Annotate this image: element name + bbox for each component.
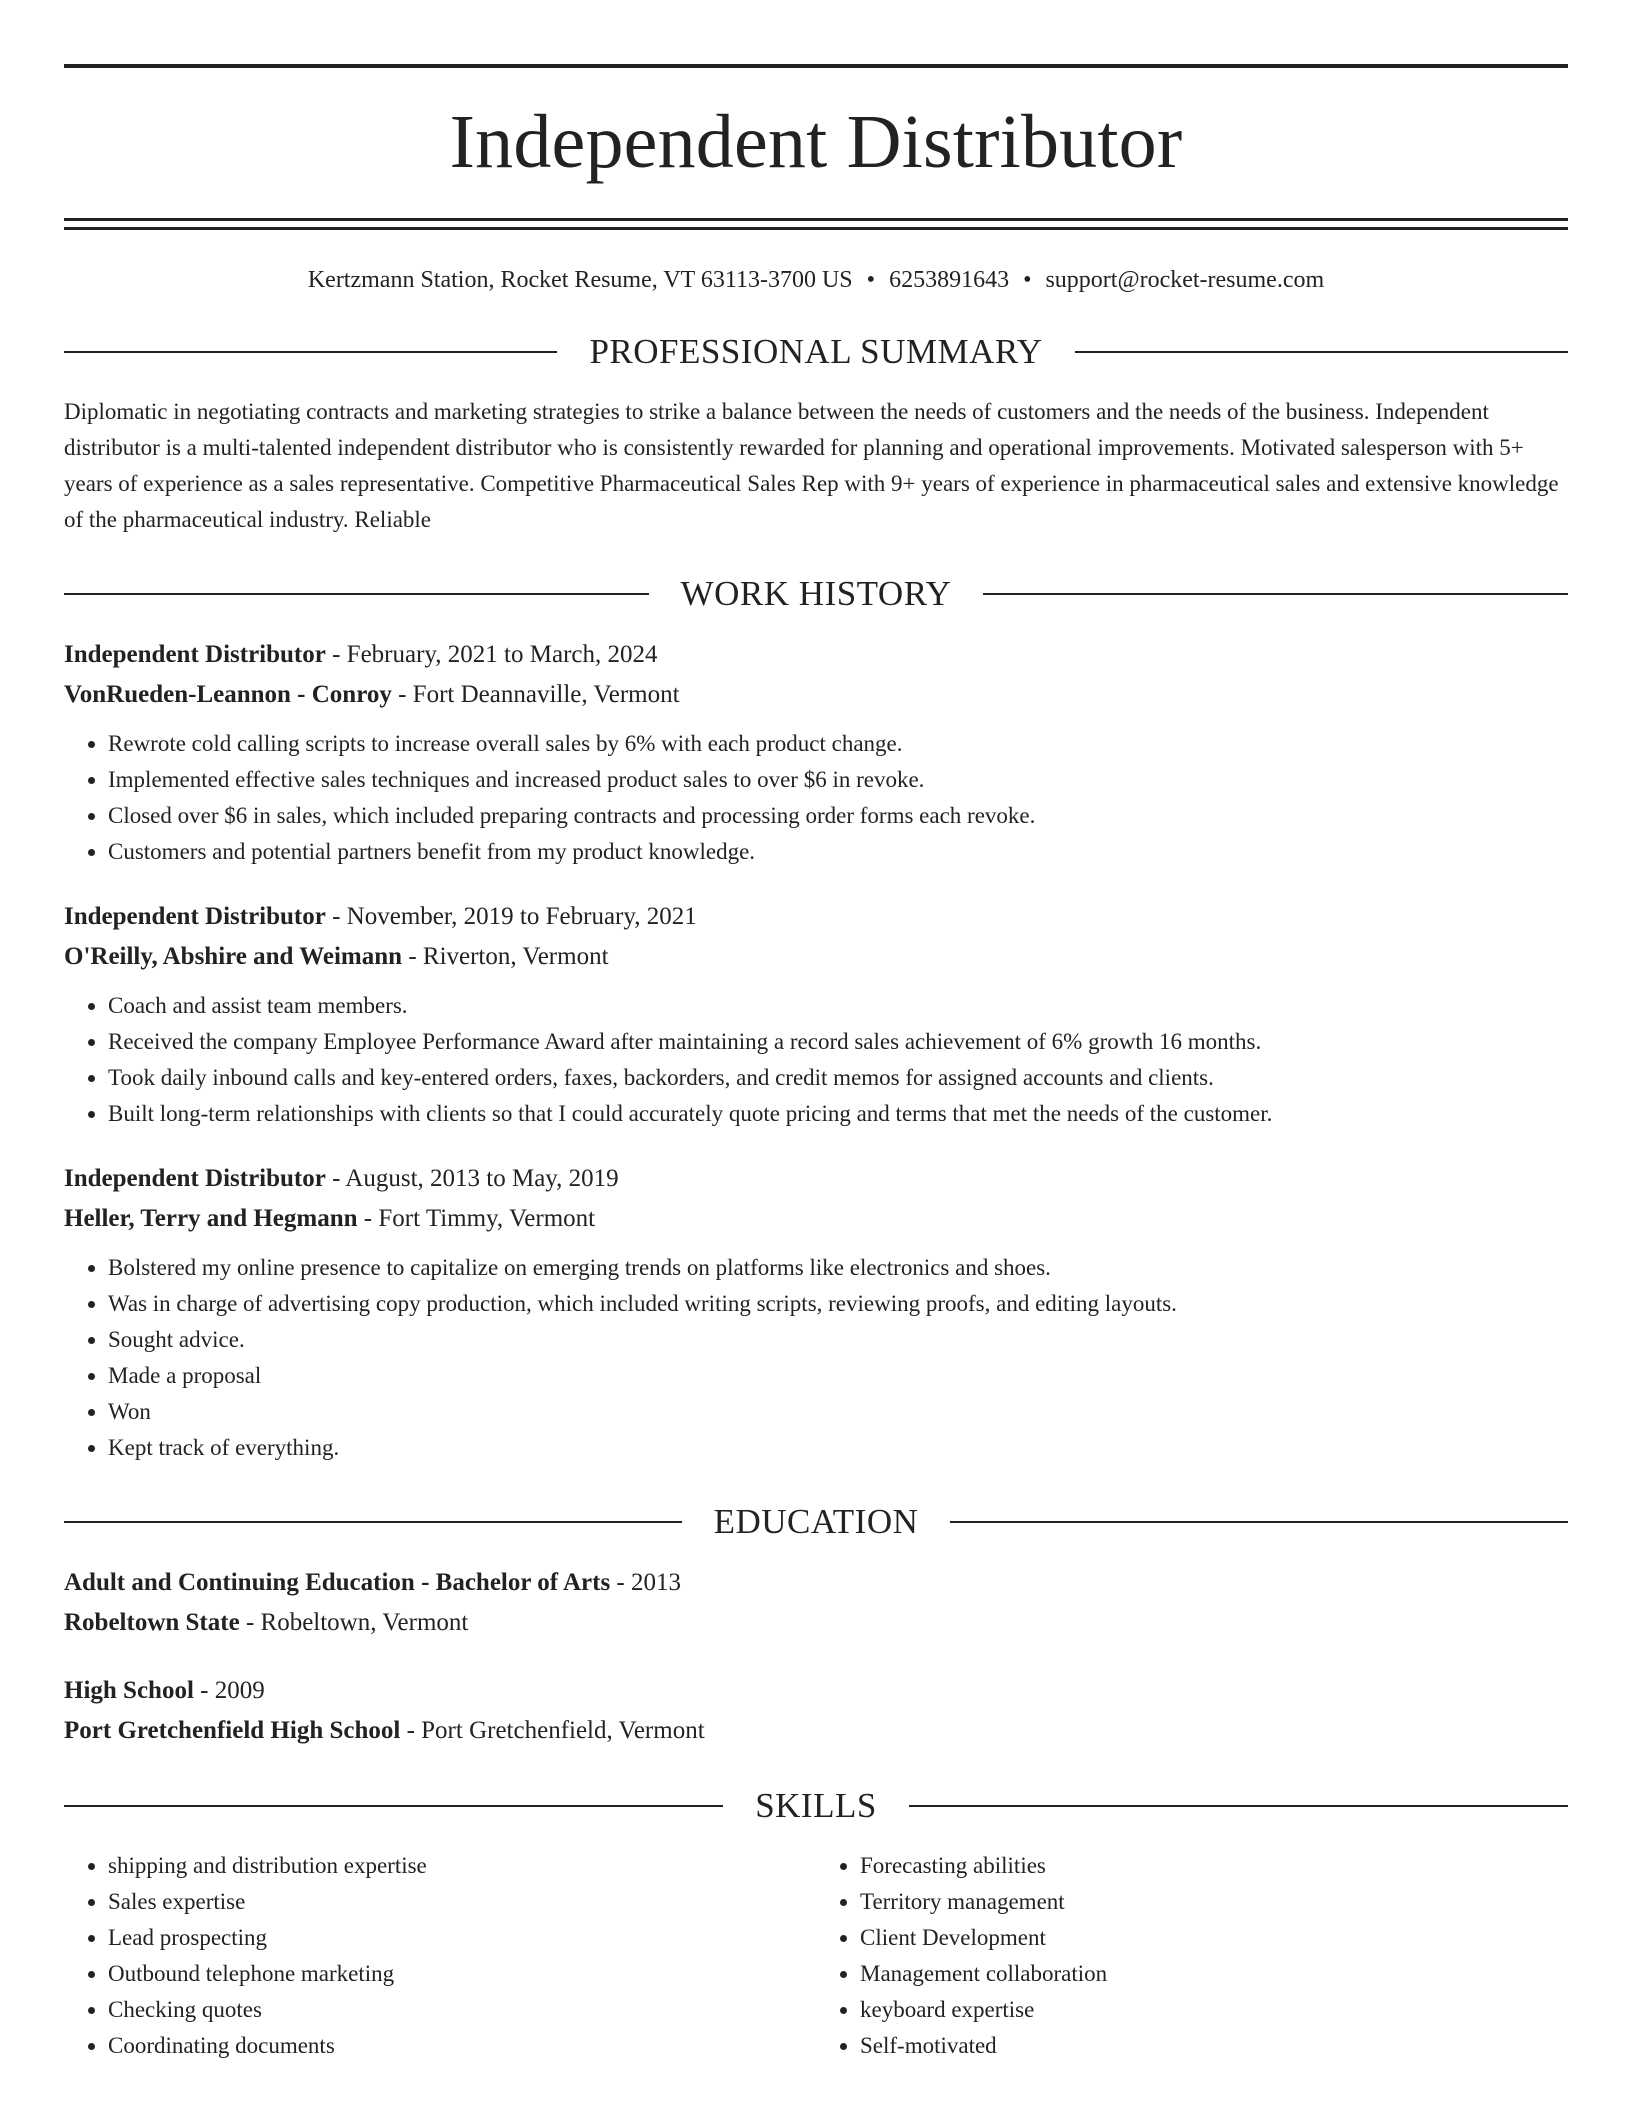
section-rule-right [983, 593, 1568, 595]
skill-item: • Client Development [860, 1920, 1568, 1956]
job-bullet: • Customers and potential partners benefit from my product knowledge. [108, 834, 1568, 870]
section-rule-left [64, 593, 649, 595]
job-dates: - February, 2021 to March, 2024 [325, 641, 658, 668]
job-entry [64, 1160, 1568, 1466]
education-location: - Robeltown, Vermont [239, 1609, 469, 1636]
title-rule-upper [64, 218, 1568, 221]
education-year: - 2013 [610, 1569, 681, 1596]
skill-item: • Forecasting abilities [860, 1848, 1568, 1884]
job-title: Independent Distributor [64, 641, 326, 668]
education-year: - 2009 [193, 1677, 265, 1704]
job-bullet: • Closed over $6 in sales, which included preparing contracts and processing order forms each revoke. [108, 798, 1568, 834]
section-rule-left [64, 351, 557, 353]
skill-item: • Territory management [860, 1884, 1568, 1920]
skill-item: • Outbound telephone marketing [108, 1956, 816, 1992]
contact-line [64, 264, 1568, 296]
job-bullets [64, 988, 1568, 1132]
contact-separator: • [866, 267, 876, 293]
title-rule-lower [64, 227, 1568, 230]
job-company: VonRueden-Leannon - Conroy [64, 681, 392, 708]
job-bullet: • Made a proposal [108, 1358, 1568, 1394]
education-degree: High School [64, 1677, 194, 1704]
education-location: - Port Gretchenfield, Vermont [400, 1717, 705, 1744]
section-title-work: WORK HISTORY [680, 574, 952, 613]
skills-list-left [64, 1848, 816, 2064]
top-rule [64, 64, 1568, 68]
job-bullets [64, 1250, 1568, 1466]
section-rule-right [950, 1521, 1568, 1523]
job-bullet: • Was in charge of advertising copy production, which included writing scripts, reviewing proofs, and editing layouts. [108, 1286, 1568, 1322]
education-entry [64, 1564, 1568, 1642]
skill-item: • Checking quotes [108, 1992, 816, 2028]
section-rule-left [64, 1521, 682, 1523]
job-bullet: • Won [108, 1394, 1568, 1430]
education-degree-line [64, 1564, 1568, 1602]
summary-text: Diplomatic in negotiating contracts and marketing strategies to strike a balance between the needs of customers and the needs of the business. Independent distributor is a multi-talented independent distributor who is consistently rewarded for planning and operational improvements. Motivated salesperson with 5+ years of experience as a sales representative. Competitive Pharmaceutical Sales Rep with 9+ years of experience in pharmaceutical sales and extensive knowledge of the pharmaceutical industry. Reliable [64, 399, 1559, 532]
contact-address: Kertzmann Station, Rocket Resume, VT 63113-3700 US [307, 267, 853, 293]
section-rule-right [909, 1805, 1568, 1807]
section-header-work [64, 574, 1568, 614]
job-company: Heller, Terry and Hegmann [64, 1205, 358, 1232]
education-school-line [64, 1712, 1568, 1750]
section-header-education [64, 1502, 1568, 1542]
job-company-line [64, 1200, 1568, 1238]
skill-item: • shipping and distribution expertise [108, 1848, 816, 1884]
job-bullet: • Coach and assist team members. [108, 988, 1568, 1024]
section-header-skills [64, 1786, 1568, 1826]
education-entry [64, 1672, 1568, 1750]
job-bullet: • Sought advice. [108, 1322, 1568, 1358]
resume-title: Independent Distributor [449, 100, 1183, 184]
job-bullet: • Received the company Employee Performance Award after maintaining a record sales achievement of 6% growth 16 months. [108, 1024, 1568, 1060]
section-rule-left [64, 1805, 723, 1807]
job-location: - Riverton, Vermont [402, 943, 609, 970]
job-bullet: • Took daily inbound calls and key-entered orders, faxes, backorders, and credit memos for assigned accounts and clients. [108, 1060, 1568, 1096]
skill-item: • Sales expertise [108, 1884, 816, 1920]
contact-separator: • [1023, 267, 1032, 293]
skill-item: • Coordinating documents [108, 2028, 816, 2064]
section-header-summary [64, 332, 1568, 372]
resume-page [64, 64, 1568, 2064]
education-degree-line [64, 1672, 1568, 1710]
job-company-line [64, 676, 1568, 714]
job-bullet: • Kept track of everything. [108, 1430, 1568, 1466]
job-bullet: • Built long-term relationships with clients so that I could accurately quote pricing and terms that met the needs of the customer. [108, 1096, 1568, 1132]
job-location: - Fort Timmy, Vermont [357, 1205, 596, 1232]
skill-item: • Self-motivated [860, 2028, 1568, 2064]
job-title-line [64, 898, 1568, 936]
skill-item: • keyboard expertise [860, 1992, 1568, 2028]
job-entry [64, 636, 1568, 870]
job-entry [64, 898, 1568, 1132]
section-rule-right [1075, 351, 1568, 353]
skill-item: • Lead prospecting [108, 1920, 816, 1956]
job-company-line [64, 938, 1568, 976]
job-location: - Fort Deannaville, Vermont [391, 681, 680, 708]
job-title: Independent Distributor [64, 1165, 326, 1192]
education-school: Robeltown State [64, 1609, 240, 1636]
job-title: Independent Distributor [64, 903, 326, 930]
education-degree: Adult and Continuing Education - Bachelor of Arts [64, 1569, 611, 1596]
job-bullet: • Implemented effective sales techniques and increased product sales to over $6 in revoke. [108, 762, 1568, 798]
job-dates: - August, 2013 to May, 2019 [325, 1165, 619, 1192]
skills-list-right [816, 1848, 1568, 2064]
job-bullet: • Rewrote cold calling scripts to increase overall sales by 6% with each product change. [108, 726, 1568, 762]
section-title-summary: PROFESSIONAL SUMMARY [589, 332, 1043, 371]
job-bullet: • Bolstered my online presence to capitalize on emerging trends on platforms like electronics and shoes. [108, 1250, 1568, 1286]
job-title-line [64, 636, 1568, 674]
section-title-skills: SKILLS [755, 1786, 877, 1825]
job-bullets [64, 726, 1568, 870]
job-company: O'Reilly, Abshire and Weimann [64, 943, 403, 970]
section-title-education: EDUCATION [713, 1502, 919, 1541]
contact-phone: 6253891643 [889, 267, 1010, 293]
job-title-line [64, 1160, 1568, 1198]
skills-columns [64, 1848, 1568, 2064]
skill-item: • Management collaboration [860, 1956, 1568, 1992]
education-school-line [64, 1604, 1568, 1642]
contact-email[interactable]: support@rocket-resume.com [1045, 267, 1325, 293]
education-school: Port Gretchenfield High School [64, 1717, 401, 1744]
job-dates: - November, 2019 to February, 2021 [325, 903, 697, 930]
